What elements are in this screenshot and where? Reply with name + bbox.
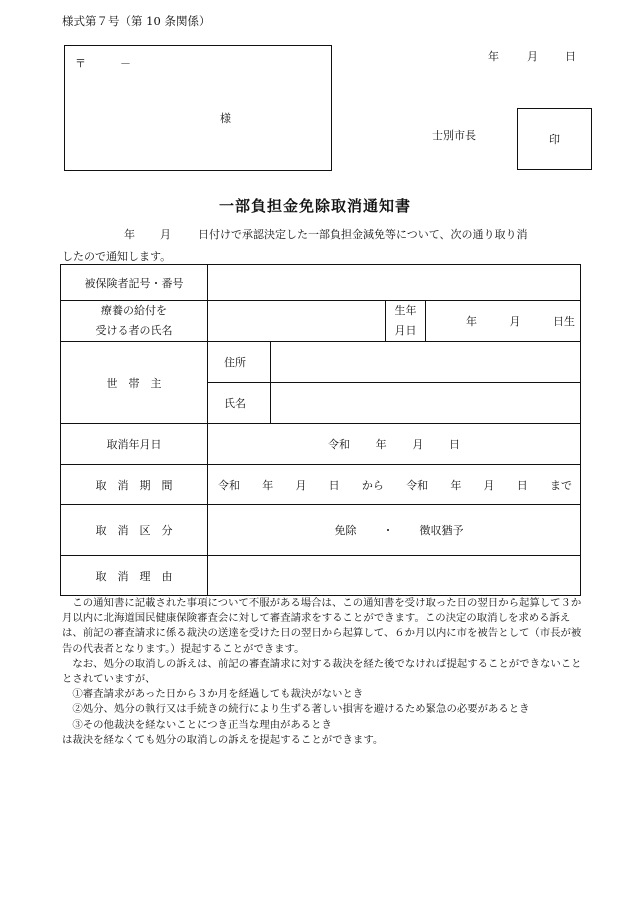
table-row: [61, 265, 581, 301]
notes-paragraph-1: この通知書に記載された事項について不服がある場合は、この通知書を受け取った日の翌日から起算して３か月以内に北海道国民健康保険審査会に対して審査請求をすることができます。この決定の取消しを求める訴えは、前記の審査請求に係る裁決の送達を受けた日の翌日から起算して、６か月以内に市を被告として（市長が被告の代表者となります。）提起することができます。: [62, 597, 582, 655]
name-label: 氏名: [208, 383, 271, 424]
name-field: [271, 383, 581, 424]
address-box: [64, 45, 332, 171]
postal-dash: －: [120, 57, 131, 70]
form-number: 様式第７号（第 10 条関係）: [62, 14, 211, 28]
honorific-sama: 様: [220, 112, 231, 125]
notes-item-3: ③その他裁決を経ないことにつき正当な理由があるとき: [62, 718, 332, 731]
recipient-label: 療養の給付を 受ける者の氏名: [61, 301, 208, 342]
insured-number-label: 被保険者記号・番号: [61, 265, 208, 301]
notes-closing: は裁決を経なくても処分の取消しの訴えを提起することができます。: [62, 733, 384, 746]
intro-line2: したので通知します。: [62, 250, 172, 263]
document-title: 一部負担金免除取消通知書: [218, 197, 411, 215]
cancel-reason-field: [208, 556, 581, 596]
issuer-title: 士別市長: [432, 129, 476, 142]
cancel-category-label: 取 消 区 分: [61, 505, 208, 556]
birth-date-label: 生年 月日: [386, 301, 426, 342]
table-row: [61, 301, 581, 342]
cancel-category-field: 免除 ・ 徴収猶予: [208, 505, 581, 556]
household-head-label: 世 帯 主: [61, 342, 208, 424]
recipient-name-field: [208, 301, 386, 342]
intro-year: 年: [124, 228, 135, 241]
table-row: [61, 465, 581, 505]
postal-mark: 〒: [75, 57, 86, 70]
address-label: 住所: [208, 342, 271, 383]
notes-item-1: ①審査請求があった日から３か月を経過しても裁決がないとき: [62, 688, 364, 701]
intro-month: 月: [160, 228, 171, 241]
seal-label: 印: [549, 133, 560, 146]
table-row: [61, 505, 581, 556]
date-month-label: 月: [527, 50, 538, 63]
seal-box: [517, 108, 592, 170]
birth-date-field: 年 月 日生: [426, 301, 581, 342]
cancel-reason-label: 取 消 理 由: [61, 556, 208, 596]
cancel-date-field: 令和 年 月 日: [208, 424, 581, 465]
cancel-period-field: 令和 年 月 日 から 令和 年 月 日 まで: [208, 465, 581, 505]
intro-line1: 日付けで承認決定した一部負担金減免等について、次の通り取り消: [198, 228, 528, 241]
table-row: [61, 424, 581, 465]
insured-number-field: [208, 265, 581, 301]
cancel-date-label: 取消年月日: [61, 424, 208, 465]
table-row: [61, 342, 581, 383]
address-field: [271, 342, 581, 383]
notes-section: [62, 596, 582, 748]
notice-table: [60, 264, 581, 596]
date-day-label: 日: [565, 50, 576, 63]
table-row: [61, 556, 581, 596]
cancel-period-label: 取 消 期 間: [61, 465, 208, 505]
date-year-label: 年: [488, 50, 499, 63]
notes-paragraph-2: なお、処分の取消しの訴えは、前記の審査請求に対する裁決を経た後でなければ提起することができないこととされていますが、: [62, 657, 582, 686]
notes-item-2: ②処分、処分の執行又は手続きの続行により生ずる著しい損害を避けるため緊急の必要があるとき: [62, 703, 530, 716]
